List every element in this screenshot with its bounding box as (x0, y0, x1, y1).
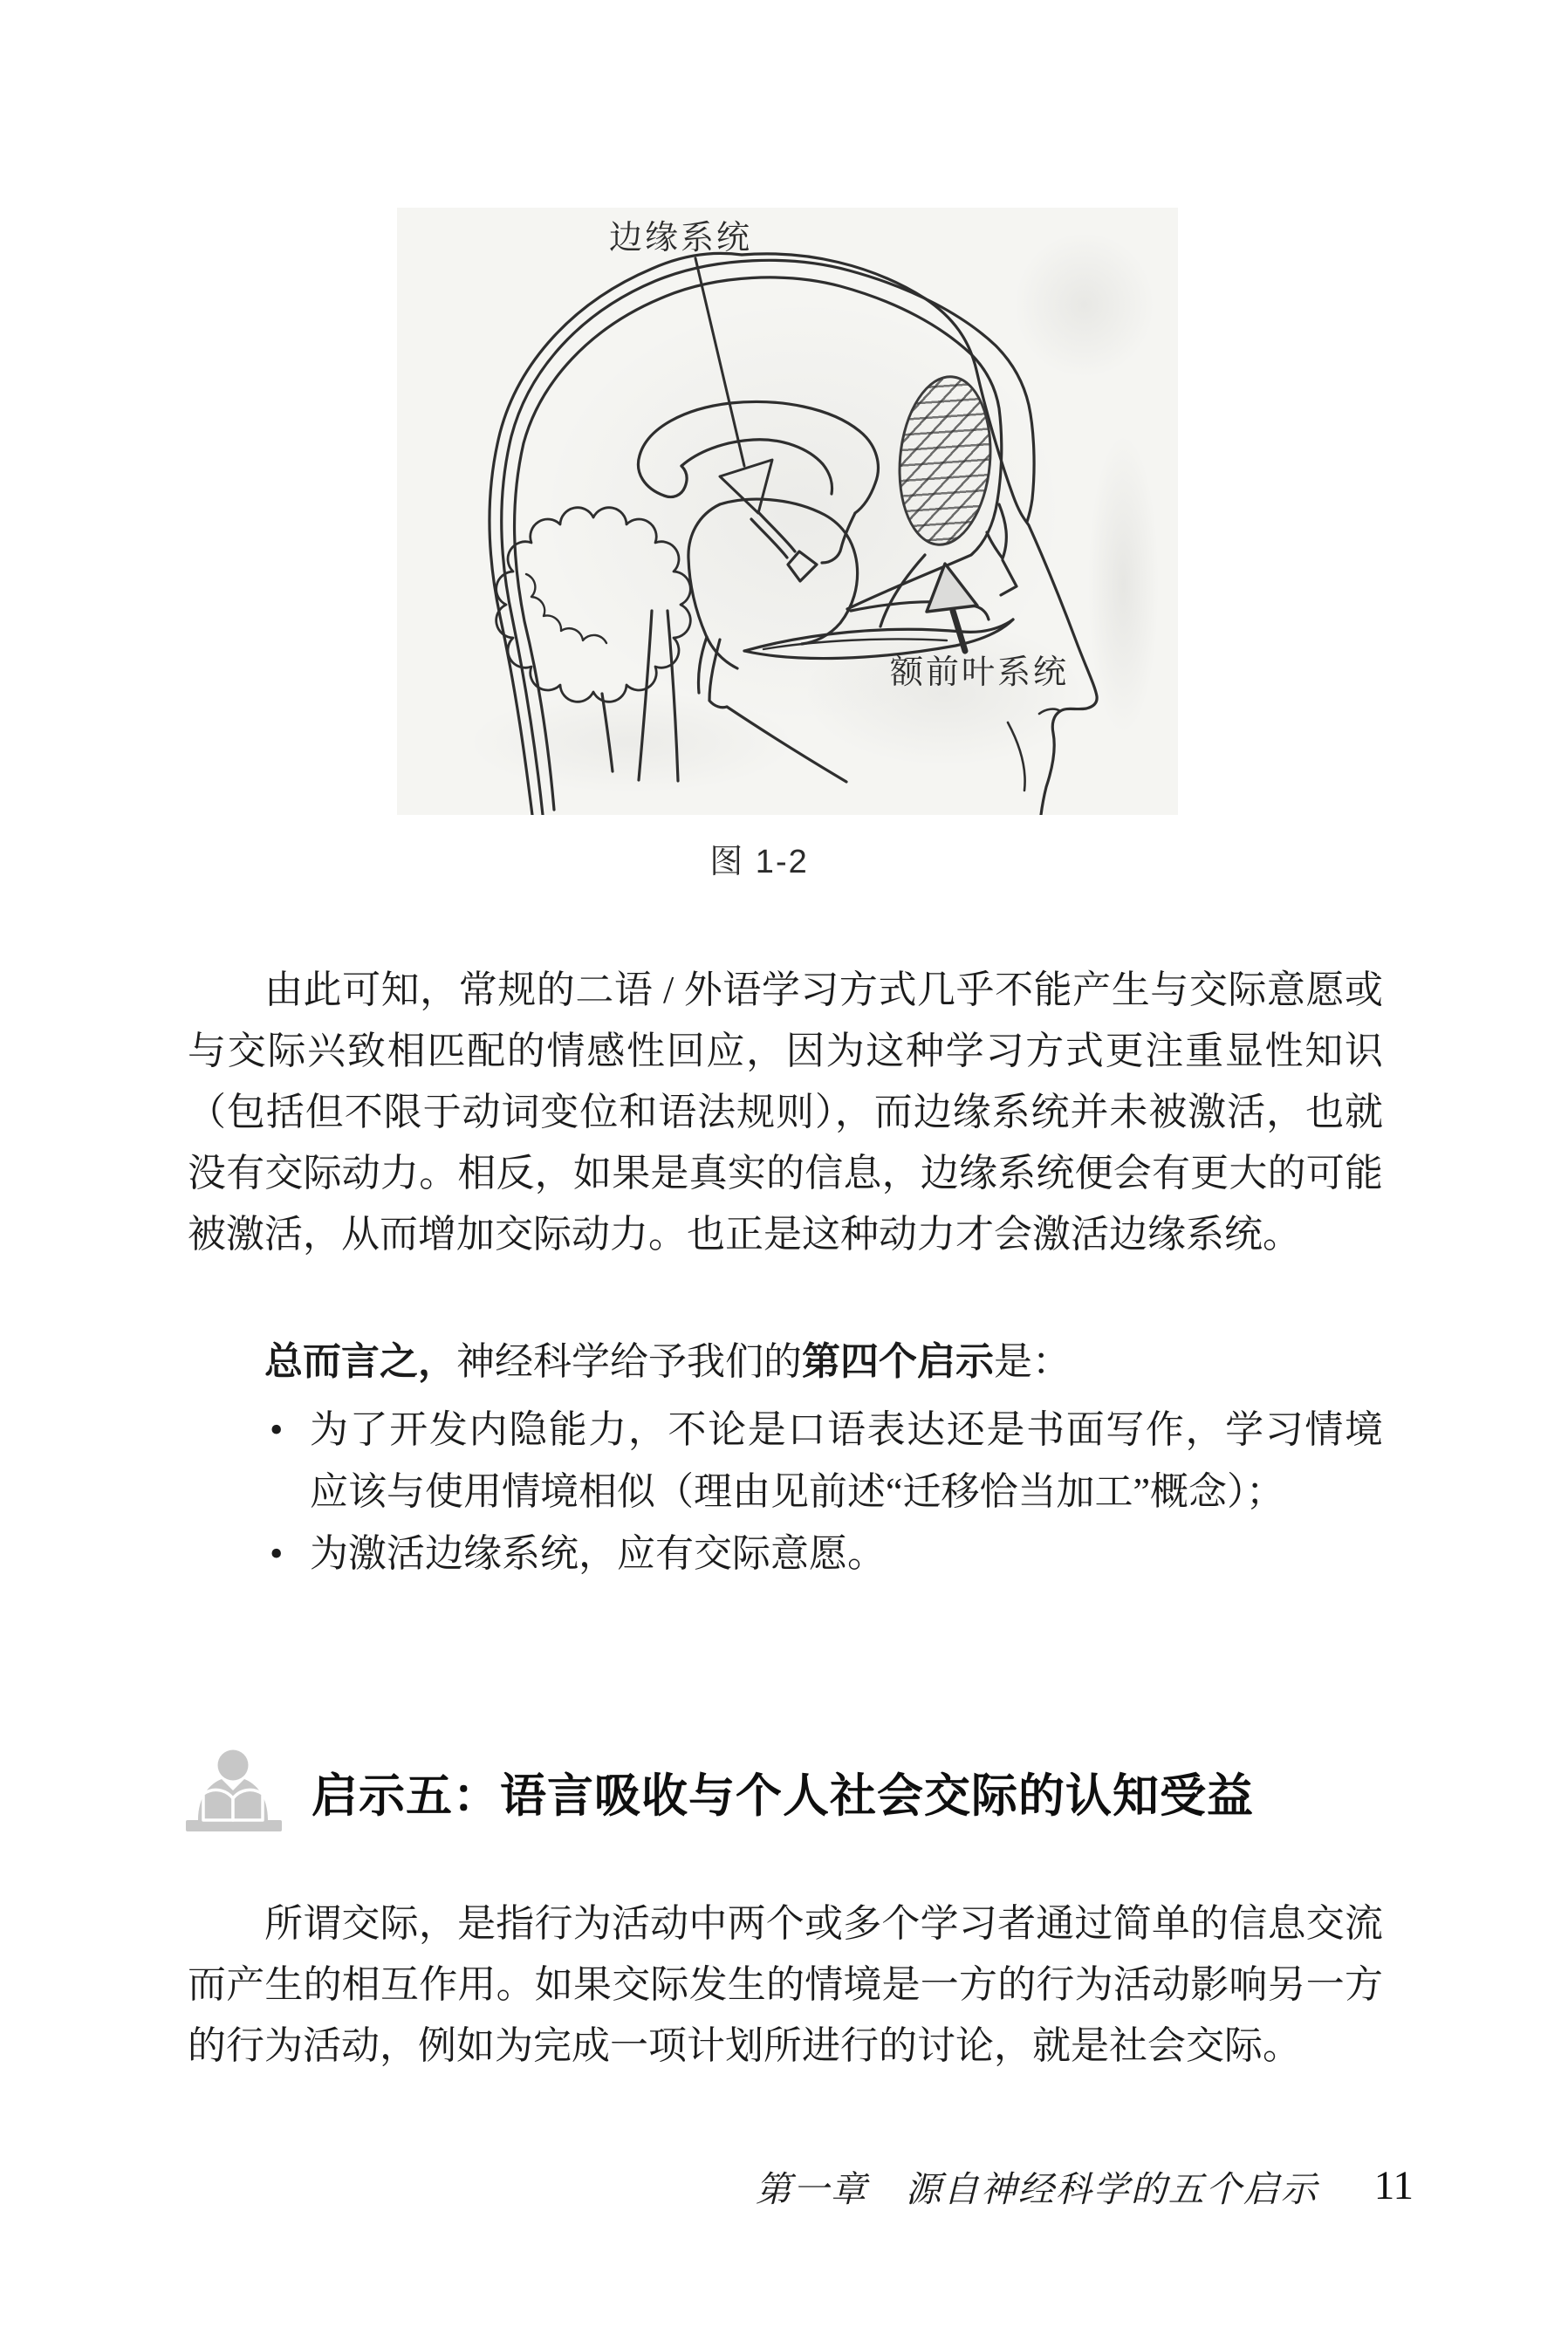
thalamus-outline (688, 504, 737, 668)
limbic-arrowhead (720, 460, 772, 513)
list-item (264, 1399, 1383, 1523)
limbic-arrow-icon (695, 258, 744, 466)
list-item-text: 为了开发内隐能力，不论是口语表达还是书面写作，学习情境应该与使用情境相似（理由见前述“迁移恰当加工”概念）； (310, 1408, 1383, 1513)
figure-caption: 图 1-2 (709, 844, 809, 880)
summary-lead-bold: 总而言之， (264, 1340, 456, 1383)
summary-emphasis-bold: 第四个启示 (802, 1340, 994, 1383)
brain-sketch (397, 208, 1178, 815)
section-title: 启示五：语言吸收与个人社会交际的认知受益 (312, 1770, 1254, 1822)
prefrontal-system-label: 额前叶系统 (890, 654, 1070, 691)
pineal-diamond (788, 551, 817, 581)
summary-tail-text: 是： (994, 1340, 1071, 1383)
brain-diagram-scan (397, 208, 1178, 815)
list-item (264, 1523, 1383, 1585)
running-chapter-title: 第一章 源自神经科学的五个启示 (755, 2168, 1318, 2209)
summary-mid-text: 神经科学给予我们的 (456, 1340, 802, 1383)
summary-paragraph (188, 1331, 1383, 1393)
page-number: 11 (1373, 2163, 1414, 2208)
takeaway-list (264, 1399, 1383, 1585)
list-item-text: 为激活边缘系统，应有交际意愿。 (310, 1532, 886, 1575)
paragraph-limbic-discussion: 由此可知，常规的二语 / 外语学习方式几乎不能产生与交际意愿或与交际兴致相匹配的情感性回应，因为这种学习方式更注重显性知识（包括但不限于动词变位和语法规则），而边缘系统并未被激活，也就没有交际动力。相反，如果是真实的信息，边缘系统便会有更大的可能被激活，从而增加交际动力。也正是这种动力才会激活边缘系统。 (188, 969, 1383, 1256)
limbic-system-label: 边缘系统 (609, 220, 753, 257)
paragraph-communication-definition: 所谓交际，是指行为活动中两个或多个学习者通过简单的信息交流而产生的相互作用。如果交际发生的情境是一方的行为活动影响另一方的行为活动，例如为完成一项计划所进行的讨论，就是社会交际。 (188, 1902, 1383, 2067)
cerebellum-outline (496, 508, 691, 702)
reading-person-icon (186, 1740, 282, 1832)
page-footer (755, 2153, 1414, 2218)
